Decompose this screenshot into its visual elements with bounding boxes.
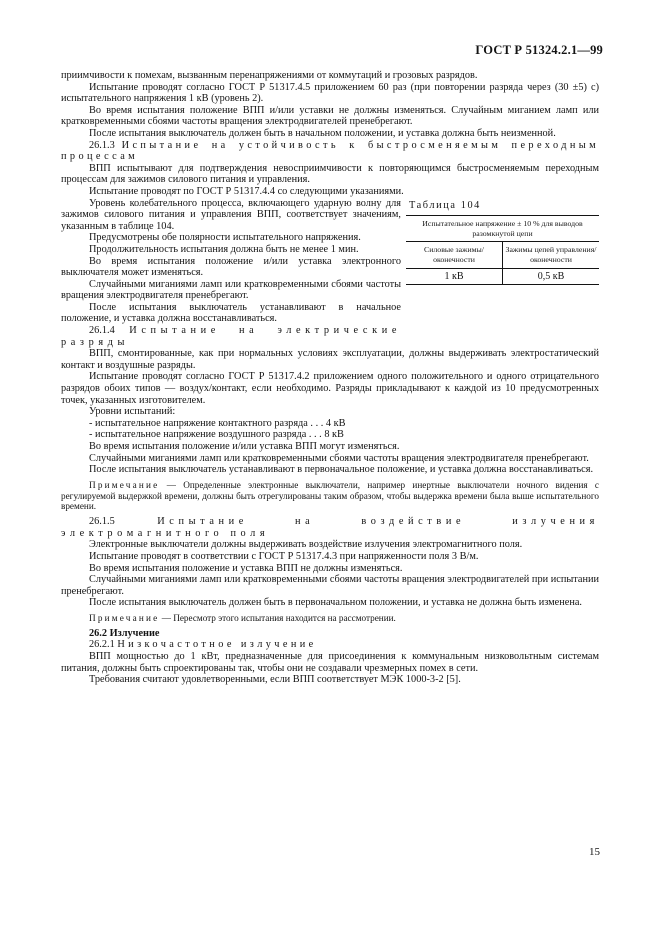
paragraph: После испытания выключатель должен быть в первоначальном положении, и уставка не должна быть изменена. (89, 597, 582, 609)
table-caption: Таблица 104 (409, 199, 481, 211)
paragraph: Во время испытания положение ВПП и/или уставки не должны изменяться. Случайным миганием ламп или кратковременными сбоями частоты вращения электродвигателей пренебрегают. (61, 104, 599, 128)
section-heading-26-2-1: 26.2.1 Низкочастотное излучение (89, 639, 317, 651)
note: Примечание — Пересмотр этого испытания находится на рассмотрении. (89, 612, 396, 623)
paragraph: приимчивости к помехам, вызванным перенапряжениями от коммутаций и грозовых разрядов. (61, 70, 478, 81)
table-cell: 1 кВ (406, 268, 503, 285)
section-heading-26-1-4: 26.1.4 Испытание на электрические разряды (61, 325, 401, 348)
paragraph: Случайными миганиями ламп или кратковременными сбоями частоты вращения электродвигателей при испытании пренебрегают. (61, 574, 599, 597)
paragraph: Во время испытания положение и уставка ВПП не должны изменяться. (89, 562, 403, 574)
paragraph: Случайными миганиями ламп или кратковременными сбоями частоты вращения электродвигателя пренебрегают. (89, 452, 589, 464)
document-body (61, 70, 599, 686)
paragraph: ВПП, смонтированные, как при нормальных условиях эксплуатации, должны выдерживать электростатический контакт и воздушные разряды. (61, 348, 599, 371)
note: Примечание — Определенные электронные выключатели, например инертные выключатели ночного видения с регулируемой выдержкой времени, должны быть отрегулированы таким образом, чтобы выдержка времени была выше испытательного времени. (61, 479, 600, 512)
table-column-header: Силовые зажимы/оконечности (406, 242, 503, 268)
paragraph: Во время испытания положение и/или уставка ВПП могут изменяться. (89, 441, 400, 452)
table-header-group: Испытательное напряжение ± 10 % для выводов разомкнутой цепи (406, 216, 599, 242)
section-heading-26-2: 26.2 Излучение (89, 627, 160, 639)
paragraph: Продолжительность испытания должна быть не менее 1 мин. (89, 243, 359, 255)
paragraph: Испытание проводят согласно ГОСТ Р 51317.4.2 приложением одного положительного и одного отрицательного разрядов обоих типов — воздух/контакт, если необходимо. Разряды прикладывают к каждой из 10 предусмотренных точек, указанных изготовителем. (61, 371, 599, 406)
section-heading-26-1-3: 26.1.3 Испытание на устойчивость к быстросменяемым переходным процессам (61, 139, 599, 163)
paragraph: Испытание проводят в соответствии с ГОСТ Р 51317.4.3 при напряженности поля 3 В/м. (89, 550, 479, 562)
paragraph: После испытания выключатель должен быть в начальном положении, и уставка должна быть неизменной. (89, 127, 556, 139)
table-wrap-region (61, 198, 599, 349)
paragraph: После испытания выключатель устанавливают в начальное положение, и уставка должна восстанавливаться. (61, 301, 401, 325)
paragraph: ВПП испытывают для подтверждения невосприимчивости к повторяющимся быстросменяемым переходным процессам для зажимов силового питания и управления. (61, 162, 599, 186)
table-column-header: Зажимы цепей управления/оконечности (503, 242, 600, 268)
paragraph: Требования считают удовлетворенными, если ВПП соответствует МЭК 1000-3-2 [5]. (89, 674, 461, 686)
paragraph: Случайными миганиями ламп или кратковременными сбоями частоты вращения электродвигателя пренебрегают. (61, 278, 401, 302)
paragraph: Во время испытания положение и/или уставка электронного выключателя может изменяться. (61, 255, 401, 279)
page-number: 15 (589, 846, 600, 858)
table-104-block (406, 200, 599, 286)
paragraph: Электронные выключатели должны выдерживать воздействие излучения электромагнитного поля. (89, 539, 523, 551)
paragraph: После испытания выключатель устанавливают в первоначальное положение, и уставка должна восстанавливаться. (89, 464, 594, 476)
paragraph: Испытание проводят согласно ГОСТ Р 51317.4.5 приложением 60 раз (при повторении разряда через (30 ±5) с) испытательного напряжения 1 кВ (уровень 2). (61, 81, 599, 105)
standard-header: ГОСТ Р 51324.2.1—99 (475, 43, 603, 57)
table-104 (406, 215, 599, 285)
paragraph: Предусмотрены обе полярности испытательного напряжения. (89, 232, 361, 244)
paragraph: Уровни испытаний: (89, 406, 176, 418)
section-heading-26-1-5: 26.1.5 Испытание на воздействие излучения электромагнитного поля (61, 516, 600, 539)
list-item: - испытательное напряжение контактного разряда . . . 4 кВ (89, 417, 346, 429)
paragraph: ВПП мощностью до 1 кВт, предназначенные для присоединения к коммунальным низковольтным системам питания, должны быть спроектированы так, чтобы они не создавали чрезмерных помех в сети. (61, 650, 599, 674)
paragraph: Испытание проводят по ГОСТ Р 51317.4.4 со следующими указаниями. (89, 185, 404, 197)
paragraph: Уровень колебательного процесса, включающего ударную волну для зажимов силового питания и управления ВПП, соответствует значениям, указанным в таблице 104. (61, 197, 401, 232)
list-item: - испытательное напряжение воздушного разряда . . . 8 кВ (89, 429, 344, 441)
table-cell: 0,5 кВ (503, 268, 600, 285)
